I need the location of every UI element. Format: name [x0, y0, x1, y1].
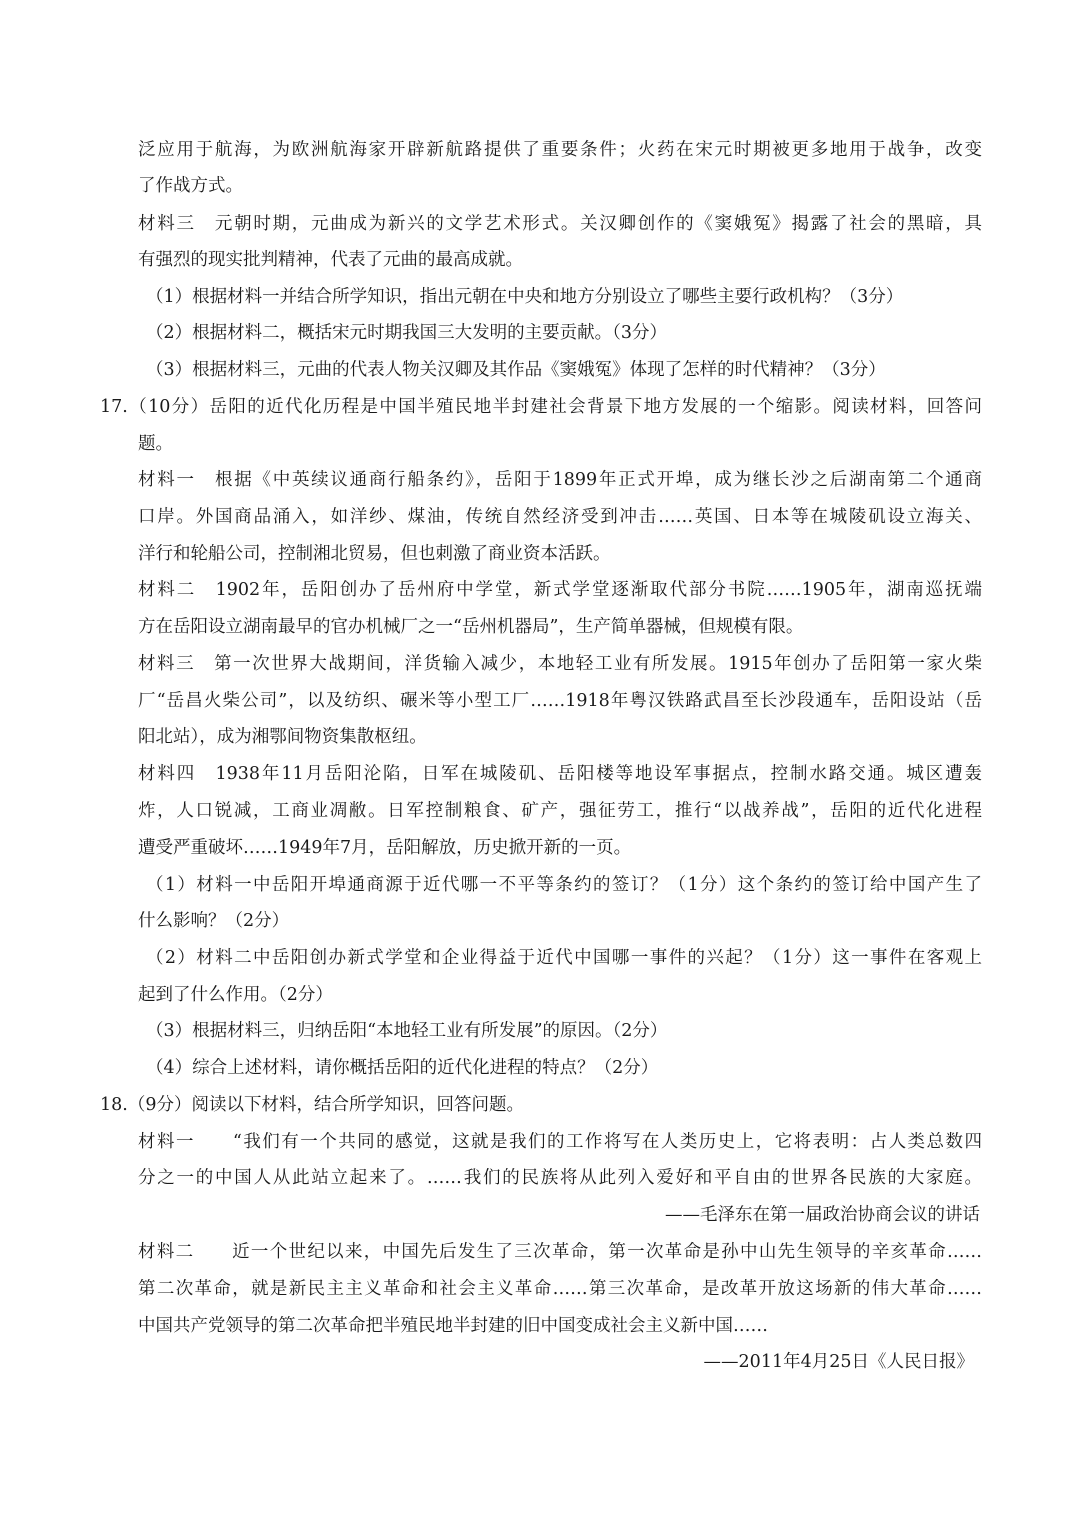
text-line: 方在岳阳设立湖南最早的官办机械厂之一“岳州机器局”，生产简单器械，但规模有限。 [138, 617, 804, 637]
material-4-text: 材料四 1938年11月岳阳沦陷，日军在城陵矶、岳阳楼等地设军事据点，控制水路交通。城区遭轰 [138, 764, 982, 784]
question-17-stem: 17.（10分）岳阳的近代化历程是中国半殖民地半封建社会背景下地方发展的一个缩影。阅读材料，回答问 [100, 397, 982, 417]
question-17-2: （2）材料二中岳阳创办新式学堂和企业得益于近代中国哪一事件的兴起？（1分）这一事件在客观上 [146, 948, 982, 968]
question-16-2: （2）根据材料二，概括宋元时期我国三大发明的主要贡献。（3分） [146, 323, 668, 343]
text-line: 遭受严重破坏……1949年7月，岳阳解放，历史掀开新的一页。 [138, 838, 632, 858]
text-line: 有强烈的现实批判精神，代表了元曲的最高成就。 [138, 250, 523, 270]
text-line: 什么影响？（2分） [138, 911, 290, 931]
text-line: 口岸。外国商品涌入，如洋纱、煤油，传统自然经济受到冲击……英国、日本等在城陵矶设立海关、 [138, 507, 982, 527]
text-line: 了作战方式。 [138, 176, 243, 196]
material-2-text: 材料二 1902年，岳阳创办了岳州府中学堂，新式学堂逐渐取代部分书院……1905年，湖南巡抚端 [138, 580, 982, 600]
material-1-text: 材料一 “我们有一个共同的感觉，这就是我们的工作将写在人类历史上，它将表明：占人类总数四 [138, 1132, 982, 1152]
text-line: 第二次革命，就是新民主主义革命和社会主义革命……第三次革命，是改革开放这场新的伟大革命…… [138, 1279, 982, 1299]
question-16-3: （3）根据材料三，元曲的代表人物关汉卿及其作品《窦娥冤》体现了怎样的时代精神？（3分） [146, 360, 886, 380]
source-attribution: ——毛泽东在第一届政治协商会议的讲话 [665, 1205, 980, 1225]
question-17-1: （1）材料一中岳阳开埠通商源于近代哪一不平等条约的签订？（1分）这个条约的签订给中国产生了 [146, 875, 982, 895]
question-18-stem: 18.（9分）阅读以下材料，结合所学知识，回答问题。 [100, 1095, 524, 1115]
text-line: 泛应用于航海，为欧洲航海家开辟新航路提供了重要条件；火药在宋元时期被更多地用于战争，改变 [138, 140, 982, 160]
question-16-1: （1）根据材料一并结合所学知识，指出元朝在中央和地方分别设立了哪些主要行政机构？（3分） [146, 287, 904, 307]
material-1-text: 材料一 根据《中英续议通商行船条约》，岳阳于1899年正式开埠，成为继长沙之后湖南第二个通商 [138, 470, 982, 490]
text-line: 起到了什么作用。（2分） [138, 985, 333, 1005]
text-line: 洋行和轮船公司，控制湘北贸易，但也刺激了商业资本活跃。 [138, 544, 611, 564]
material-3-text: 材料三 元朝时期，元曲成为新兴的文学艺术形式。关汉卿创作的《窦娥冤》揭露了社会的黑暗，具 [138, 214, 982, 234]
text-line: 炸，人口锐减，工商业凋敝。日军控制粮食、矿产，强征劳工，推行“以战养战”，岳阳的近代化进程 [138, 801, 982, 821]
source-attribution: ——2011年4月25日《人民日报》 [703, 1352, 974, 1372]
text-line: 分之一的中国人从此站立起来了。……我们的民族将从此列入爱好和平自由的世界各民族的大家庭。 [138, 1168, 982, 1188]
text-line: 阳北站），成为湘鄂间物资集散枢纽。 [138, 727, 427, 747]
text-line: 厂“岳昌火柴公司”，以及纺织、碾米等小型工厂……1918年粤汉铁路武昌至长沙段通车，岳阳设站（岳 [138, 691, 982, 711]
question-17-4: （4）综合上述材料，请你概括岳阳的近代化进程的特点？（2分） [146, 1058, 659, 1078]
material-3-text: 材料三 第一次世界大战期间，洋货输入减少，本地轻工业有所发展。1915年创办了岳阳第一家火柴 [138, 654, 982, 674]
text-line: 中国共产党领导的第二次革命把半殖民地半封建的旧中国变成社会主义新中国…… [138, 1316, 768, 1336]
question-17-3: （3）根据材料三，归纳岳阳“本地轻工业有所发展”的原因。（2分） [146, 1021, 668, 1041]
material-2-text: 材料二 近一个世纪以来，中国先后发生了三次革命，第一次革命是孙中山先生领导的辛亥革命…… [138, 1242, 982, 1262]
text-line: 题。 [138, 434, 173, 454]
